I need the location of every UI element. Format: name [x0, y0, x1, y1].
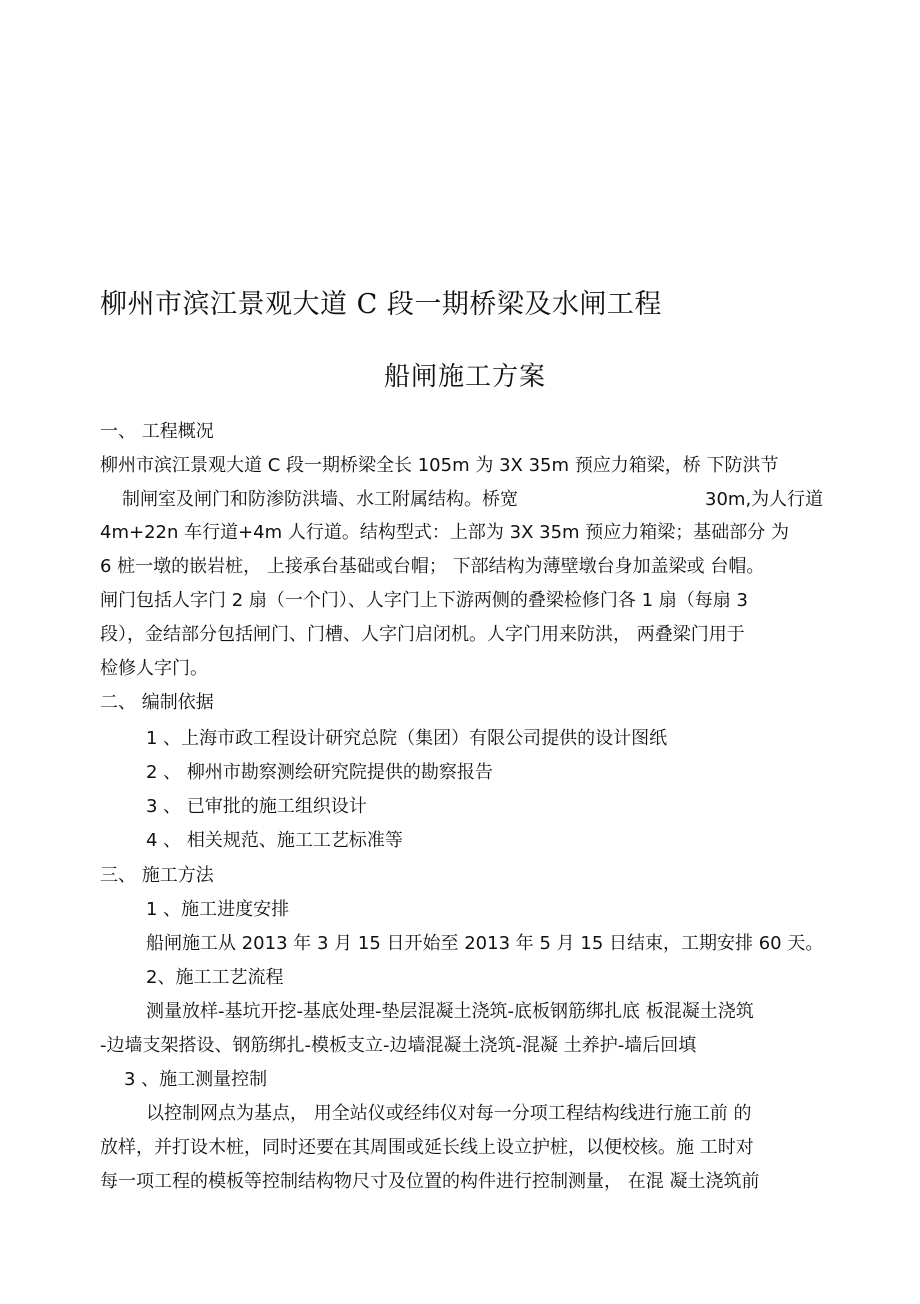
list-item: 2 、 柳州市勘察测绘研究院提供的勘察报告	[146, 762, 493, 783]
subheading-process: 2、施工工艺流程	[146, 967, 284, 988]
document-title: 柳州市滨江景观大道 C 段一期桥梁及水闸工程	[100, 289, 662, 320]
paragraph-line: 6 桩一墩的嵌岩桩， 上接承台基础或台帽； 下部结构为薄壁墩台身加盖梁或 台帽。	[100, 556, 765, 577]
paragraph-line: 制闸室及闸门和防渗防洪墙、水工附属结构。桥宽	[122, 489, 518, 510]
subheading-schedule: 1 、施工进度安排	[146, 899, 290, 920]
paragraph-line: 测量放样-基坑开挖-基底处理-垫层混凝土浇筑-底板钢筋绑扎底 板混凝土浇筑	[146, 1001, 754, 1022]
list-item: 3 、 已审批的施工组织设计	[146, 796, 367, 817]
section-heading-overview: 一、 工程概况	[100, 421, 214, 442]
document-subtitle: 船闸施工方案	[384, 362, 547, 392]
list-item: 4 、 相关规范、施工工艺标准等	[146, 830, 403, 851]
paragraph-line: 段），金结部分包括闸门、门槽、人字门启闭机。人字门用来防洪， 两叠梁门用于	[100, 624, 745, 645]
paragraph-line: 每一项工程的模板等控制结构物尺寸及位置的构件进行控制测量， 在混 凝土浇筑前	[100, 1171, 760, 1192]
subheading-survey: 3 、施工测量控制	[124, 1069, 268, 1090]
paragraph-line: 柳州市滨江景观大道 C 段一期桥梁全长 105m 为 3X 35m 预应力箱梁，桥 下防洪节	[100, 455, 779, 476]
paragraph-line: 放样，并打设木桩，同时还要在其周围或延长线上设立护桩，以便校核。施 工时对	[100, 1137, 754, 1158]
paragraph-line: 4m+22n 车行道+4m 人行道。结构型式：上部为 3X 35m 预应力箱梁；基础部分 为	[100, 522, 789, 543]
paragraph-line: 检修人字门。	[100, 658, 208, 679]
paragraph-line: 闸门包括人字门 2 扇（一个门）、人字门上下游两侧的叠梁检修门各 1 扇（每扇 3	[100, 590, 748, 611]
paragraph-line: -边墙支架搭设、钢筋绑扎-模板支立-边墙混凝土浇筑-混凝 土养护-墙后回填	[100, 1035, 697, 1056]
section-heading-method: 三、 施工方法	[100, 865, 214, 886]
paragraph-line: 以控制网点为基点， 用全站仪或经纬仪对每一分项工程结构线进行施工前 的	[146, 1103, 752, 1124]
list-item: 1 、上海市政工程设计研究总院（集团）有限公司提供的设计图纸	[146, 728, 668, 749]
paragraph-line: 30m,为人行道	[705, 489, 824, 510]
section-heading-basis: 二、 编制依据	[100, 692, 214, 713]
paragraph-line: 船闸施工从 2013 年 3 月 15 日开始至 2013 年 5 月 15 日结束，工期安排 60 天。	[146, 933, 824, 954]
